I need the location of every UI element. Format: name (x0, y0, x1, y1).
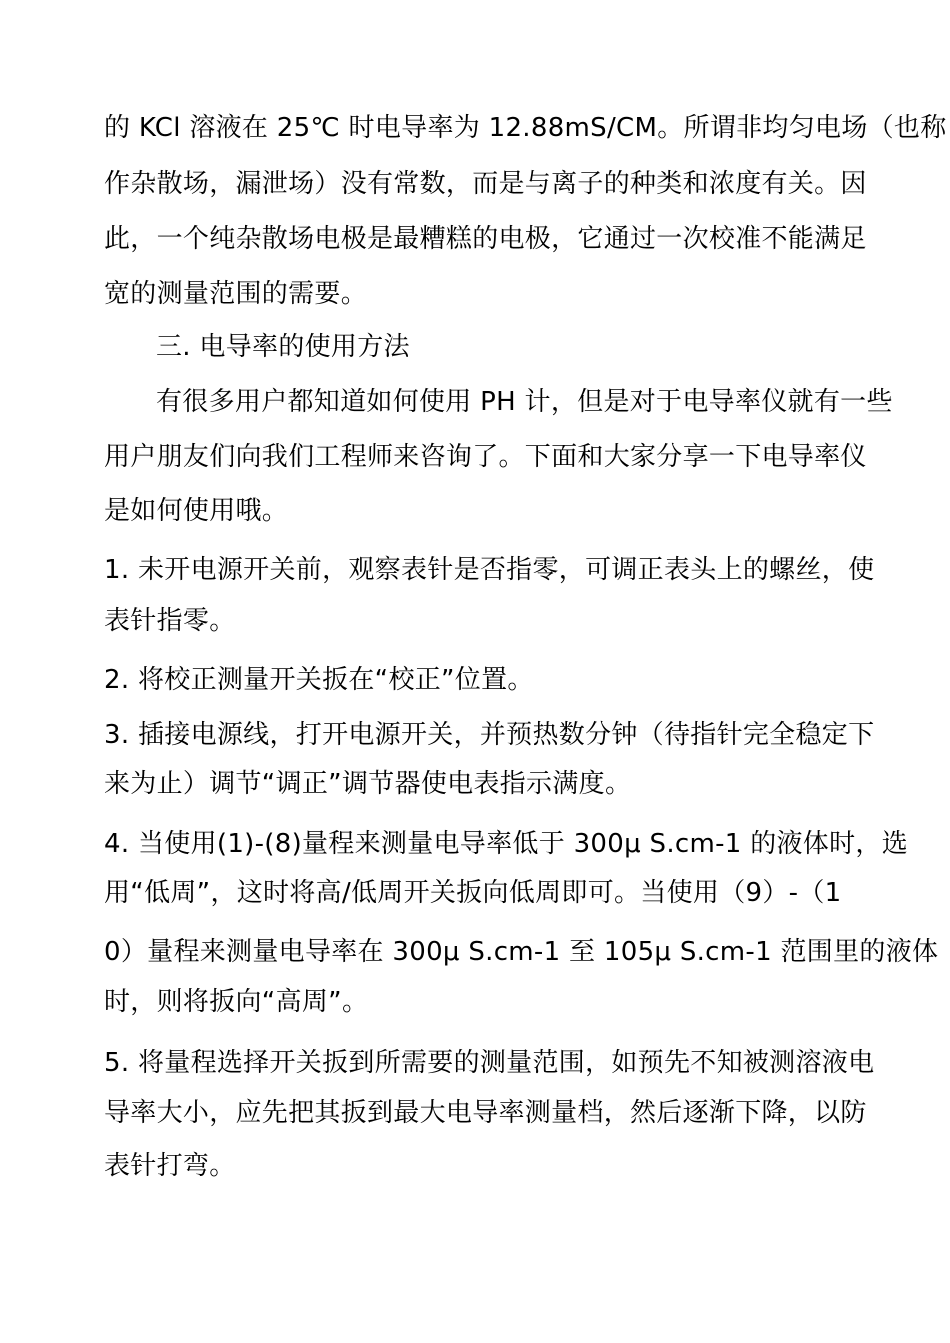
list-item-line: 0）量程来测量电导率在 300μ S.cm-1 至 105μ S.cm-1 范围里的液体 (104, 937, 939, 967)
list-item-line: 2. 将校正测量开关扳在“校正”位置。 (104, 665, 534, 695)
section-heading: 三. 电导率的使用方法 (156, 332, 410, 362)
text-line: 是如何使用哦。 (104, 496, 289, 526)
list-item-line: 4. 当使用(1)-(8)量程来测量电导率低于 300μ S.cm-1 的液体时，选 (104, 829, 908, 859)
text-line: 作杂散场，漏泄场）没有常数，而是与离子的种类和浓度有关。因 (104, 169, 867, 199)
text-line: 此，一个纯杂散场电极是最糟糕的电极，它通过一次校准不能满足 (104, 224, 867, 254)
list-item-line: 3. 插接电源线，打开电源开关，并预热数分钟（待指针完全稳定下 (104, 720, 875, 750)
text-line: 用户朋友们向我们工程师来咨询了。下面和大家分享一下电导率仪 (104, 442, 867, 472)
text-line: 有很多用户都知道如何使用 PH 计，但是对于电导率仪就有一些 (156, 387, 893, 417)
list-item-line: 导率大小，应先把其扳到最大电导率测量档，然后逐渐下降，以防 (104, 1098, 867, 1128)
list-item-line: 表针打弯。 (104, 1151, 236, 1181)
list-item-line: 用“低周”，这时将高/低周开关扳向低周即可。当使用（9）-（1 (104, 878, 842, 908)
list-item-line: 5. 将量程选择开关扳到所需要的测量范围，如预先不知被测溶液电 (104, 1048, 875, 1078)
list-item-line: 表针指零。 (104, 606, 236, 636)
text-line: 的 KCl 溶液在 25℃ 时电导率为 12.88mS/CM。所谓非均匀电场（也称 (104, 113, 947, 143)
list-item-line: 时，则将扳向“高周”。 (104, 987, 369, 1017)
text-line: 宽的测量范围的需要。 (104, 279, 368, 309)
list-item-line: 来为止）调节“调正”调节器使电表指示满度。 (104, 769, 632, 799)
list-item-line: 1. 未开电源开关前，观察表针是否指零，可调正表头上的螺丝，使 (104, 555, 875, 585)
